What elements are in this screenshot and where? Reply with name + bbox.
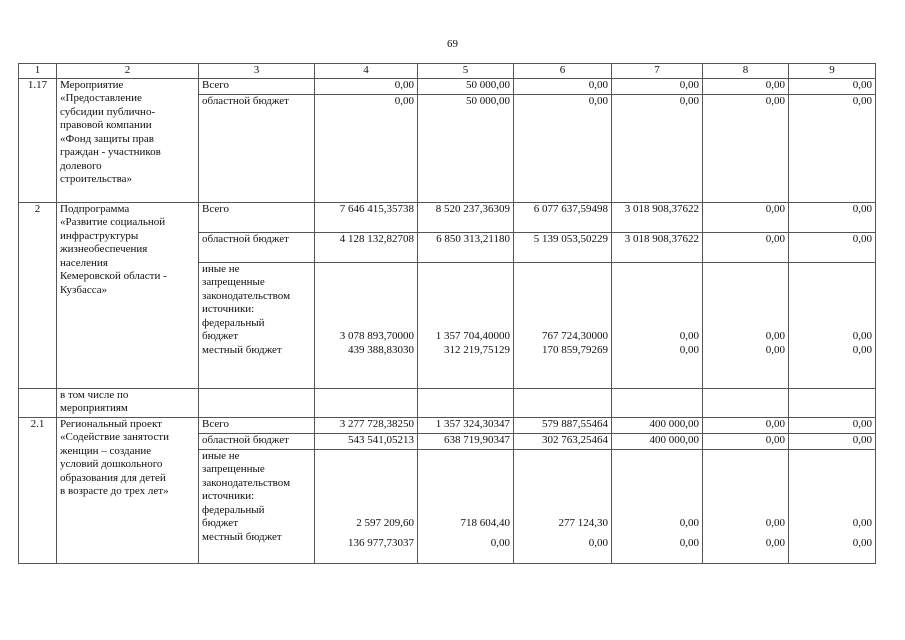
value-cell: 0,00 [703, 433, 789, 449]
value-cell: 277 124,30 0,00 [514, 449, 612, 563]
value-cell: 0,00 0,00 [789, 262, 876, 388]
value-cell: 767 724,30000 170 859,79269 [514, 262, 612, 388]
value-cell: 0,00 [514, 94, 612, 202]
value-cell: 4 128 132,82708 [315, 232, 418, 262]
value-cell: 3 078 893,70000 439 388,83030 [315, 262, 418, 388]
program-name: Подпрограмма «Развитие социальной инфраструктуры жизнеобеспечения населения Кемеровской области - Кузбасса» [57, 202, 199, 388]
value-cell: 1 357 324,30347 [418, 417, 514, 433]
value-cell: 7 646 415,35738 [315, 202, 418, 232]
source-label: областной бюджет [199, 433, 315, 449]
value-cell: 3 018 908,37622 [612, 202, 703, 232]
source-label: иные не запрещенные законодательством источники: федеральный бюджет местный бюджет [199, 449, 315, 563]
header-cell: 1 [19, 64, 57, 79]
empty-cell [418, 388, 514, 417]
value-cell: 0,00 0,00 [703, 262, 789, 388]
program-name: Мероприятие «Предоставление субсидии публично- правовой компании «Фонд защиты прав граждан - участников долевого строительства» [57, 78, 199, 202]
value-cell: 50 000,00 [418, 94, 514, 202]
value-cell: 0,00 [703, 417, 789, 433]
header-row [19, 64, 876, 79]
row-number: 2.1 [19, 417, 57, 563]
value-cell: 0,00 0,00 [612, 449, 703, 563]
header-cell: 8 [703, 64, 789, 79]
header-cell: 6 [514, 64, 612, 79]
value-cell: 638 719,90347 [418, 433, 514, 449]
value-cell: 400 000,00 [612, 433, 703, 449]
value-cell: 0,00 [315, 94, 418, 202]
value-cell: 1 357 704,40000 312 219,75129 [418, 262, 514, 388]
table-row [19, 202, 876, 232]
budget-table [18, 63, 876, 564]
value-cell: 0,00 [315, 78, 418, 94]
value-cell: 0,00 [703, 232, 789, 262]
empty-cell [514, 388, 612, 417]
empty-cell [19, 388, 57, 417]
table-row [19, 388, 876, 417]
value-cell: 0,00 [789, 232, 876, 262]
value-cell: 0,00 [789, 433, 876, 449]
value-cell: 0,00 [789, 78, 876, 94]
value-cell: 400 000,00 [612, 417, 703, 433]
value-cell: 0,00 [514, 78, 612, 94]
source-label: областной бюджет [199, 232, 315, 262]
empty-cell [789, 388, 876, 417]
table-row [19, 78, 876, 94]
page-number: 69 [447, 38, 458, 50]
empty-cell [199, 388, 315, 417]
row-number: 1.17 [19, 78, 57, 202]
header-cell: 2 [57, 64, 199, 79]
value-cell: 0,00 [612, 94, 703, 202]
value-cell: 0,00 [703, 78, 789, 94]
value-cell: 718 604,40 0,00 [418, 449, 514, 563]
header-cell: 4 [315, 64, 418, 79]
empty-cell [703, 388, 789, 417]
value-cell: 0,00 [789, 202, 876, 232]
value-cell: 302 763,25464 [514, 433, 612, 449]
header-cell: 5 [418, 64, 514, 79]
value-cell: 3 277 728,38250 [315, 417, 418, 433]
value-cell: 0,00 [703, 94, 789, 202]
value-cell: 6 850 313,21180 [418, 232, 514, 262]
value-cell: 3 018 908,37622 [612, 232, 703, 262]
empty-cell [612, 388, 703, 417]
header-cell: 3 [199, 64, 315, 79]
value-cell: 6 077 637,59498 [514, 202, 612, 232]
value-cell: 0,00 [612, 78, 703, 94]
value-cell: 0,00 [789, 94, 876, 202]
value-cell: 5 139 053,50229 [514, 232, 612, 262]
value-cell: 50 000,00 [418, 78, 514, 94]
source-label: иные не запрещенные законодательством источники: федеральный бюджет местный бюджет [199, 262, 315, 388]
header-cell: 9 [789, 64, 876, 79]
table-row [19, 417, 876, 433]
source-label: Всего [199, 78, 315, 94]
value-cell: 543 541,05213 [315, 433, 418, 449]
row-number: 2 [19, 202, 57, 388]
program-name: Региональный проект «Содействие занятости женщин – создание условий дошкольного образования для детей в возрасте до трех лет» [57, 417, 199, 563]
value-cell: 0,00 0,00 [703, 449, 789, 563]
empty-cell [315, 388, 418, 417]
sub-note: в том числе по мероприятиям [57, 388, 199, 417]
value-cell: 8 520 237,36309 [418, 202, 514, 232]
value-cell: 579 887,55464 [514, 417, 612, 433]
value-cell: 0,00 [789, 417, 876, 433]
header-cell: 7 [612, 64, 703, 79]
source-label: Всего [199, 417, 315, 433]
value-cell: 2 597 209,60 136 977,73037 [315, 449, 418, 563]
value-cell: 0,00 0,00 [612, 262, 703, 388]
source-label: областной бюджет [199, 94, 315, 202]
source-label: Всего [199, 202, 315, 232]
value-cell: 0,00 0,00 [789, 449, 876, 563]
value-cell: 0,00 [703, 202, 789, 232]
